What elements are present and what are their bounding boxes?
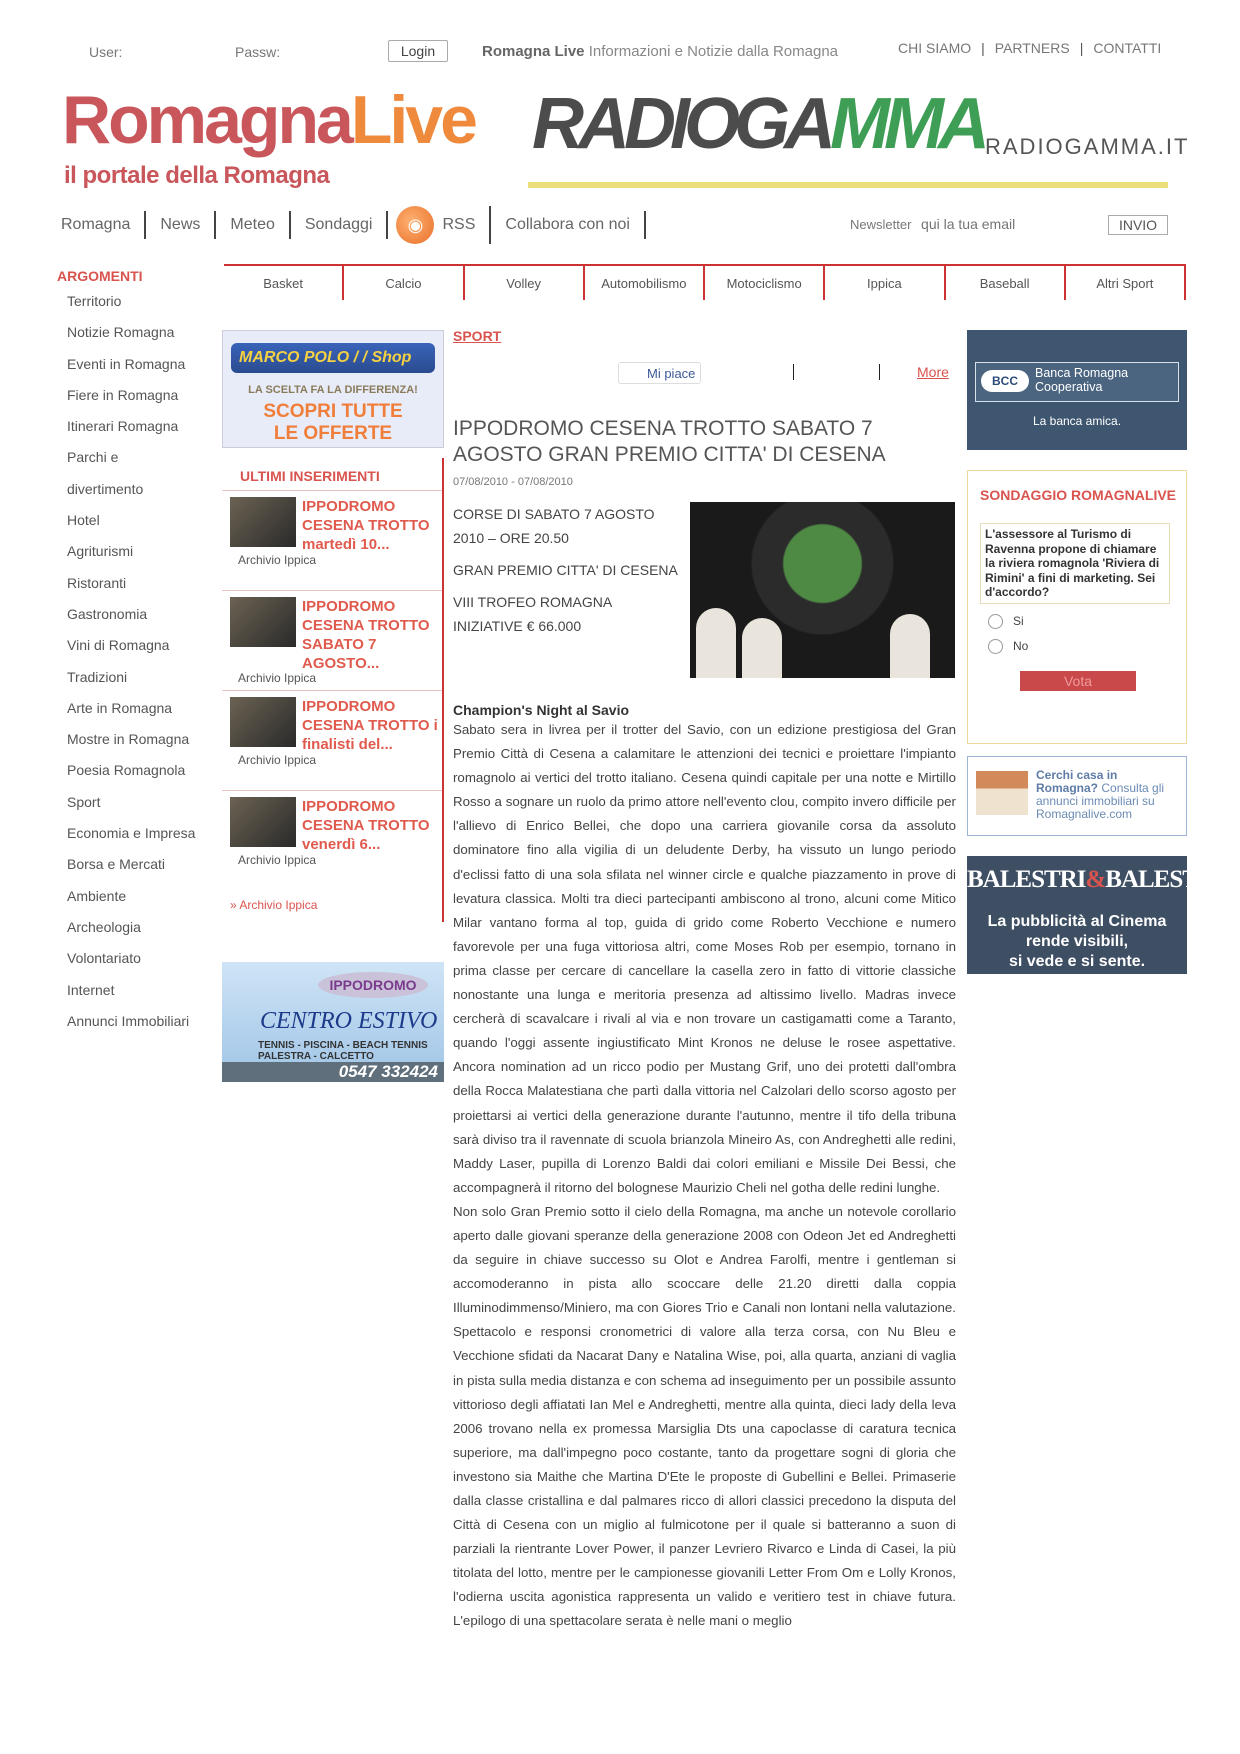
sidebar-item[interactable]: Fiere in Romagna — [67, 386, 179, 403]
radio-button[interactable] — [988, 614, 1003, 629]
user-label: User: — [89, 44, 123, 60]
rss-icon: ◉ — [396, 206, 434, 244]
list-item[interactable] — [222, 490, 442, 590]
sidebar-item[interactable]: Vini di Romagna — [67, 637, 170, 654]
latest-entries-heading: ULTIMI INSERIMENTI — [240, 468, 380, 484]
tagline-brand: Romagna Live — [482, 43, 585, 60]
entry-source: Archivio Ippica — [238, 671, 317, 685]
tab-calcio[interactable]: Calcio — [344, 266, 464, 300]
tab-motociclismo[interactable]: Motociclismo — [705, 266, 825, 300]
sport-tabs — [224, 264, 1186, 300]
social-bar — [453, 356, 956, 396]
tab-automobilismo[interactable]: Automobilismo — [585, 266, 705, 300]
entry-thumbnail — [230, 597, 296, 647]
immobiliari-ad-bold: Cerchi casa in Romagna? — [1036, 768, 1118, 795]
sidebar-item[interactable]: Arte in Romagna — [67, 699, 173, 716]
sidebar-item[interactable]: Annunci Immobiliari — [67, 1012, 190, 1029]
article-paragraph: Sabato sera in livrea per il trotter del Savio, con un edizione prestigiosa del Gran Premio Città di Cesena a calamitare le attenzioni dei tecnici e proiettare l'impianto romagnolo ai vertici del trotto italiano. Cesena quindi capitale per una notte e Mirtillo Rosso a sognare un ruolo da primo attore nell'evento clou, compito invero difficile per l'allievo di Enrico Bellei, che dopo una carriera giovanile corsa da assoluto dominatore fino alla vigilia di un deludente Derby, ha vissuto un lungo periodo d'eclissi fatto di una sola sfilata nel winner circle e qualche piazzamento in prove di levatura classica. Molti tra dieci partecipanti ambiscono al trono, alcuni come Mitico Milar vantano forma al top, guida di grido come Roberto Vecchione e numero favorevole per una fuga vittoriosa altri, come Moses Rob per esempio, tornano in prima classe per cercare di cancellare la casella zero in fatto di vittorie classiche nonostante una lunga e meritoria presenza ad altissimo livello. Madras invece cercherà di scavalcare i rivali al via e non trovare un castigamatti come a Taranto, quando l'oggi assente ingiustificato Mint Kronos ne deluse le rosee aspettative. Ancora nomination ad un ricco podio per Mustang Grif, uno dei protetti dall'ombra della Rocca Malatestiana che partì dalla vittoria nel Calzolari dello scorso agosto per proiettarsi ai vertici della generazione durante l'autunno, mentre il tifo della tribuna sarà diviso tra il ravennate di scuola brianzola Mineiro As, con Andreghetti alle redini, Maddy Laser, pupilla di Lorenzo Baldi dai colori emiliani e Missile Dei Bessi, che accompagnerà il ritorno del bolognese Maurizio Cheli nel gotha delle redini lunghe. — [453, 722, 956, 1195]
bcc-tagline: La banca amica. — [1032, 414, 1122, 428]
poll-option-label: Si — [1013, 614, 1024, 628]
poll-option-label: No — [1013, 639, 1029, 653]
immobiliari-ad-rest: Consulta gli annunci immobiliari su Romagnalive.com — [1036, 781, 1165, 821]
centro-estivo-ad-banner[interactable] — [222, 962, 444, 1082]
list-item[interactable] — [222, 790, 442, 890]
centro-estivo-title: CENTRO ESTIVO — [260, 1008, 438, 1034]
photo-figure — [742, 618, 782, 678]
entry-thumbnail — [230, 697, 296, 747]
article-subheading: Champion's Night al Savio — [453, 702, 630, 718]
latest-entries — [222, 458, 444, 922]
balestri-title — [967, 856, 1224, 894]
bcc-logo: BCC — [981, 370, 1029, 392]
entry-source: Archivio Ippica — [238, 553, 317, 567]
rss-label: RSS — [442, 216, 476, 233]
balestri-slogan-3: si vede e si sente. — [1008, 953, 1146, 970]
link-partners[interactable]: PARTNERS — [994, 40, 1070, 56]
marcopolo-ad-banner[interactable] — [222, 330, 444, 448]
link-contatti[interactable]: CONTATTI — [1093, 40, 1162, 56]
poll-widget — [967, 470, 1187, 744]
centro-sports-line2: PALESTRA - CALCETTO — [258, 1051, 374, 1062]
marcopolo-brand: MARCO POLO / / Shop — [231, 343, 435, 373]
sidebar-item[interactable]: Tradizioni — [67, 668, 128, 685]
top-links — [898, 40, 1161, 56]
archive-ippica-link[interactable]: » Archivio Ippica — [230, 898, 318, 912]
romagnalive-logo[interactable] — [62, 82, 475, 158]
poll-option-no[interactable] — [980, 639, 1186, 654]
ippodromo-badge: IPPODROMO — [318, 972, 428, 998]
sidebar-item[interactable]: Archeologia — [67, 918, 141, 935]
sidebar-item[interactable]: Gastronomia — [67, 605, 148, 622]
sidebar-item[interactable]: Parchi e — [67, 449, 119, 466]
sidebar-item[interactable]: Volontariato — [67, 950, 141, 967]
entry-thumbnail — [230, 797, 296, 847]
sidebar-item[interactable]: Notizie Romagna — [67, 324, 175, 341]
article — [453, 328, 956, 1634]
balestri-slogan — [967, 912, 1187, 972]
article-paragraph: Non solo Gran Premio sotto il cielo della Romagna, ma anche un notevole corollario aperto dalle giovani speranze della generazione 2008 con Odeon Jet ed Andreghetti da seguire in chiave successo su Olot e Andrea Farolfi, mentre i gentleman si accomoderanno in pista allo scoccare delle 21.20 diretti dalla coppia Illuminodimmenso/Miniero, ma con Giores Trio e Canali non lontani nella valutazione. Spettacolo e responsi cronometrici di valore alla terza corsa, con Nu Bleu e Vecchione sfidati da Nacarat Dany e Natalina Wise, poi, alla quarta, anziani di vaglia in pista sulla media distanza e con schema ad inseguimento per un possibile assunto vittorioso degli affiatati Ian Mel e Andreghetti, mentre alla quinta, dieci lady della leva 2006 trovano nella ex promessa Marsiglia Dts una capoclasse di caratura tecnica superiore, ma dall'impegno poco costante, tanto da progettare sogni di gloria che investono sia Maithe che Martina D'Ete le proposte di Gubellini e Bellei. Primaserie dalla classe cristallina e dal palmares ricco di allori classici precedono la disputa del Città di Cesena con un miglio al fulmicotone per il quale si batteranno a suon di parziali la rientrante Lover Power, il panzer Levriero Rivarco e Linda di Casei, la più titolata del lotto, mentre per le campionesse giovanili Letter From Om e Lolly Kronos, l'odierna uscita agonistica rappresenta un valido e veritiero test in chiave futura. L'epilogo di una spettacolare serata è nelle mani o meglio — [453, 1203, 956, 1629]
logo-part-live: Live — [350, 82, 475, 158]
sidebar-item[interactable]: divertimento — [67, 480, 144, 497]
separator — [879, 364, 880, 380]
house-icon — [976, 771, 1028, 815]
newsletter-label: Newsletter — [850, 217, 912, 232]
sidebar-item[interactable]: Internet — [67, 981, 115, 998]
newsletter-email-input[interactable] — [921, 216, 1101, 232]
sidebar-item[interactable]: Economia e Impresa — [67, 825, 196, 842]
more-share-link[interactable]: More — [917, 364, 949, 380]
sidebar-item[interactable]: Poesia Romagnola — [67, 762, 186, 779]
link-chi-siamo[interactable]: CHI SIAMO — [898, 40, 972, 56]
bcc-name: Banca Romagna Cooperativa — [1035, 366, 1129, 394]
list-item[interactable] — [222, 590, 442, 690]
article-dates: 07/08/2010 - 07/08/2010 — [453, 476, 573, 488]
balestri-ad-banner[interactable] — [967, 856, 1224, 974]
sidebar-item[interactable]: Itinerari Romagna — [67, 418, 179, 435]
lead-line: VIII TROFEO ROMAGNA INIZIATIVE € 66.000 — [453, 594, 612, 634]
nav-news[interactable]: News — [146, 211, 216, 239]
marcopolo-cta-line2: LE OFFERTE — [273, 423, 393, 444]
newsletter — [850, 216, 1101, 232]
tab-basket[interactable]: Basket — [224, 266, 344, 300]
radiogamma-url: RADIOGAMMA.IT — [985, 134, 1190, 159]
sidebar-item[interactable]: Borsa e Mercati — [67, 856, 166, 873]
poll-option-si[interactable] — [980, 614, 1186, 629]
nav-meteo[interactable]: Meteo — [216, 211, 290, 239]
tab-ippica[interactable]: Ippica — [825, 266, 945, 300]
separator — [793, 364, 794, 380]
marcopolo-slogan: LA SCELTA FA LA DIFFERENZA! — [248, 384, 418, 396]
entry-source: Archivio Ippica — [238, 853, 317, 867]
poll-title: SONDAGGIO ROMAGNALIVE — [980, 487, 1177, 503]
tab-altri-sport[interactable]: Altri Sport — [1066, 266, 1186, 300]
sidebar-item[interactable]: Territorio — [67, 293, 122, 309]
radio-button[interactable] — [988, 639, 1003, 654]
middle-column — [222, 330, 444, 1082]
vote-button[interactable]: Vota — [1020, 671, 1136, 691]
entry-title[interactable]: IPPODROMO CESENA TROTTO venerdì 6... — [302, 798, 430, 853]
centro-sports-line1: TENNIS - PISCINA - BEACH TENNIS — [258, 1040, 428, 1051]
password-label: Passw: — [235, 44, 281, 60]
sidebar-item[interactable]: Ristoranti — [67, 574, 127, 591]
nav-rss[interactable] — [388, 206, 491, 244]
nav-romagna[interactable]: Romagna — [61, 211, 146, 239]
balestri-slogan-1: La pubblicità al Cinema — [987, 913, 1167, 930]
like-button[interactable]: Mi piace — [618, 362, 701, 384]
immobiliari-ad-text — [1036, 769, 1182, 821]
tab-baseball[interactable]: Baseball — [946, 266, 1066, 300]
nav-sondaggi[interactable]: Sondaggi — [291, 211, 389, 239]
marcopolo-cta-line1: SCOPRI TUTTE — [263, 401, 403, 422]
sidebar-item[interactable]: Eventi in Romagna — [67, 355, 186, 372]
poll-question: L'assessore al Turismo di Ravenna propone di chiamare la riviera romagnola 'Riviera di Rimini' a fini di marketing. Sei d'accordo? — [980, 523, 1170, 604]
sidebar — [57, 268, 217, 1043]
lead-text — [453, 502, 683, 646]
radio-logo-a: RADIOGA — [532, 84, 830, 164]
photo-figure — [696, 608, 736, 678]
radiogamma-logo[interactable] — [532, 84, 984, 164]
list-item[interactable] — [222, 690, 442, 790]
article-photo — [690, 502, 955, 678]
login-button[interactable]: Login — [388, 40, 448, 62]
marcopolo-cta — [223, 401, 443, 445]
right-column — [967, 330, 1224, 974]
logo-subtitle: il portale della Romagna — [64, 162, 330, 189]
tagline-text: Informazioni e Notizie dalla Romagna — [588, 43, 838, 60]
entry-title[interactable]: IPPODROMO CESENA TROTTO SABATO 7 AGOSTO... — [302, 598, 430, 672]
balestri-slogan-2: rende visibili, — [1025, 933, 1129, 950]
separator: | — [1079, 40, 1084, 56]
lead-line: CORSE DI SABATO 7 AGOSTO 2010 – ORE 20.50 — [453, 506, 655, 546]
sidebar-item[interactable]: Ambiente — [67, 887, 127, 904]
centro-estivo-sports — [258, 1040, 428, 1062]
entry-title[interactable]: IPPODROMO CESENA TROTTO martedì 10... — [302, 498, 430, 553]
radio-logo-b: MMA — [830, 84, 984, 164]
sidebar-item[interactable]: Mostre in Romagna — [67, 731, 190, 748]
sidebar-heading: ARGOMENTI — [57, 268, 143, 284]
newsletter-submit-button[interactable]: INVIO — [1108, 215, 1168, 235]
balestri-name-b: BALESTRI — [1105, 866, 1224, 893]
site-tagline — [482, 43, 838, 60]
sidebar-item[interactable]: Hotel — [67, 512, 100, 529]
entry-thumbnail — [230, 497, 296, 547]
logo-divider — [528, 182, 1168, 188]
tab-volley[interactable]: Volley — [465, 266, 585, 300]
article-title: IPPODROMO CESENA TROTTO SABATO 7 AGOSTO GRAN PREMIO CITTA' DI CESENA — [453, 417, 886, 466]
centro-estivo-phone: 0547 332424 — [222, 1062, 444, 1082]
photo-figure — [890, 614, 930, 678]
bcc-ad-banner[interactable] — [967, 330, 1187, 450]
immobiliari-ad[interactable] — [967, 756, 1187, 836]
section-link[interactable]: SPORT — [453, 328, 502, 344]
separator: | — [981, 40, 985, 56]
entry-title[interactable]: IPPODROMO CESENA TROTTO i finalisti del... — [302, 698, 438, 753]
logo-part-romagna: Romagna — [62, 82, 351, 158]
main-nav — [61, 210, 646, 240]
nav-collabora[interactable]: Collabora con noi — [491, 211, 646, 239]
article-lead — [453, 502, 956, 700]
balestri-amp: & — [1085, 866, 1106, 893]
sidebar-item[interactable]: Agriturismi — [67, 543, 134, 560]
entry-source: Archivio Ippica — [238, 753, 317, 767]
sidebar-item[interactable]: Sport — [67, 793, 101, 810]
balestri-name-a: BALESTRI — [967, 866, 1086, 893]
lead-line: GRAN PREMIO CITTA' DI CESENA — [453, 562, 678, 578]
